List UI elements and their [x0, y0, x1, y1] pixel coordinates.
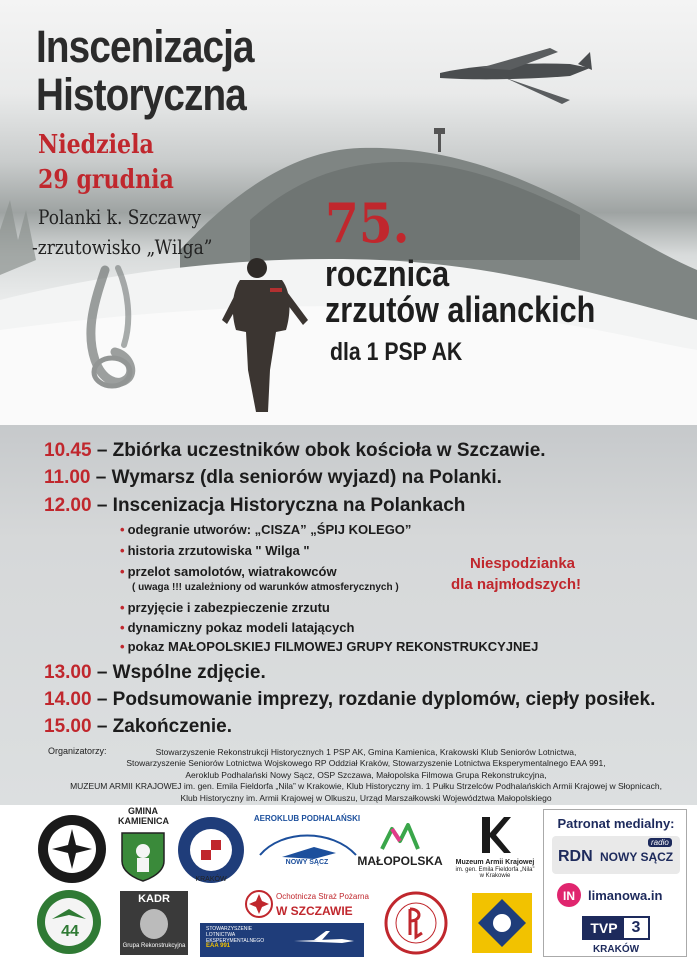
surprise-line-2: dla najmłodszych! — [451, 576, 582, 593]
gmina-label: GMINA KAMIENICA — [118, 806, 169, 826]
event-place-line-1: Polanki k. Szczawy — [38, 205, 202, 229]
schedule-row: 14.00 – Podsumowanie imprezy, rozdanie dyplomów, ciepły posiłek. — [44, 689, 656, 710]
limanowa-in-icon — [556, 882, 582, 908]
patronat-title: Patronat medialny: — [557, 816, 675, 831]
malopolska-logo-icon — [380, 823, 420, 851]
kadr-figure-icon — [140, 909, 168, 939]
aeroklub-label-bottom: NOWY SĄCZ — [285, 859, 329, 866]
hero-photo — [0, 0, 697, 425]
surprise-line-1: Niespodzianka — [470, 555, 576, 572]
psp-ak-emblem-icon — [36, 813, 108, 885]
tvp3-logo: TVP 3 — [582, 916, 650, 940]
anniversary-number: 75. — [325, 191, 410, 255]
osp-label-1: Ochotnicza Straż Pożarna — [276, 892, 369, 901]
program-item: • historia zrzutowiska " Wilga " — [120, 543, 310, 558]
wilga-44-emblem-icon — [36, 889, 102, 955]
program-item: • pokaz MAŁOPOLSKIEJ FILMOWEJ GRUPY REKONSTRUKCYJNEJ — [120, 639, 539, 654]
schedule-row: 12.00 – Inscenizacja Historyczna na Polankach — [44, 495, 466, 516]
organizers-line: Stowarzyszenie Rekonstrukcji Historycznych 1 PSP AK, Gmina Kamienica, Krakowski Klub Seniorów Lotnictwa, — [155, 747, 577, 757]
organizers-list — [60, 747, 672, 804]
tvp3-city: KRAKÓW — [592, 944, 640, 955]
program-item: • przelot samolotów, wiatrakowców — [120, 564, 337, 579]
organizers-line: Klub Historyczny im. Armii Krajowej w Olkuszu, Urząd Marszałkowski Województwa Małopolskiego — [180, 792, 552, 803]
limanowa-label: limanowa.in — [588, 888, 663, 903]
subtitle-line-3: dla 1 PSP AK — [330, 338, 463, 366]
osp-emblem-icon — [244, 889, 274, 919]
wilga-number: 44 — [61, 923, 79, 940]
stowarzyszenie-city: KRAKÓW — [195, 876, 227, 883]
eaa-plane-icon — [292, 929, 356, 951]
program-item: • dynamiczny pokaz modeli latających — [120, 620, 355, 635]
organizers-line: MUZEUM ARMII KRAJOWEJ im. gen. Emila Fieldorfa „Nila” w Krakowie, Klub Historyczny im. 1 Pułku Strzelców Podhalańskich Armii Krajowej w Słopnicach, — [70, 781, 662, 792]
aeroklub-label-top: AEROKLUB PODHALAŃSKI — [253, 814, 361, 823]
schedule-row: 15.00 – Zakończenie. — [44, 716, 232, 737]
program-item: • przyjęcie i zabezpieczenie zrzutu — [120, 600, 330, 615]
organizers-label: Organizatorzy: — [48, 746, 107, 756]
media-patronage-box — [543, 809, 687, 957]
gmina-kamienica-crest-icon — [120, 831, 166, 883]
schedule-row: 10.45 – Zbiórka uczestników obok kościoła w Szczawie. — [44, 440, 546, 461]
kadr-logo: KADR Grupa Rekonstrukcyjna — [120, 891, 188, 955]
subtitle-line-2: zrzutów alianckich — [325, 289, 596, 330]
bomber-airplane — [440, 48, 592, 104]
title-line-2: Historyczna — [36, 69, 246, 120]
schedule-row: 11.00 – Wymarsz (dla seniorów wyjazd) na Polanki. — [44, 467, 502, 488]
eaa-991-logo: STOWARZYSZENIE LOTNICTWA EKSPERYMENTALNEGO EAA 991 — [200, 923, 364, 957]
rdn-logo: radio RDN NOWY SĄCZ — [552, 836, 680, 874]
organizers-line: Aeroklub Podhalański Nowy Sącz, OSP Szczawa, Małopolska Filmowa Grupa Rekonstrukcyjna, — [185, 769, 547, 780]
event-place-line-2: -zrzutowisko „Wilga” — [32, 235, 213, 259]
pulk-strzelcow-crest-icon — [470, 891, 534, 955]
schedule-section — [0, 425, 697, 805]
title-line-1: Inscenizacja — [36, 21, 254, 72]
schedule-row: 13.00 – Wspólne zdjęcie. — [44, 662, 266, 683]
stowarzyszenie-seniorow-emblem-icon — [176, 815, 246, 885]
malopolska-label: MAŁOPOLSKA — [357, 854, 443, 868]
program-note: ( uwaga !!! uzależniony od warunków atmosferycznych ) — [132, 582, 399, 593]
subtitle-line-1: rocznica — [325, 253, 450, 294]
sponsor-logos — [0, 805, 697, 960]
event-date: 29 grudnia — [38, 165, 174, 195]
muzeum-ak-k-icon — [478, 815, 512, 855]
osp-label-2: W SZCZAWIE — [276, 904, 353, 918]
svg-text:IN: IN — [563, 889, 575, 903]
klub-historyczny-ak-emblem-icon — [384, 891, 448, 955]
muzeum-label: Muzeum Armii Krajowej im. gen. Emila Fieldorfa „Nila” w Krakowie — [455, 859, 535, 880]
event-day: Niedziela — [38, 130, 154, 160]
organizers-line: Stowarzyszenie Seniorów Lotnictwa Wojskowego RP Oddział Kraków, Stowarzyszenie Lotnictwa Eksperymentalnego EAA 991, — [126, 758, 606, 769]
program-item: • odegranie utworów: „CISZA” „ŚPIJ KOLEGO” — [120, 522, 412, 537]
